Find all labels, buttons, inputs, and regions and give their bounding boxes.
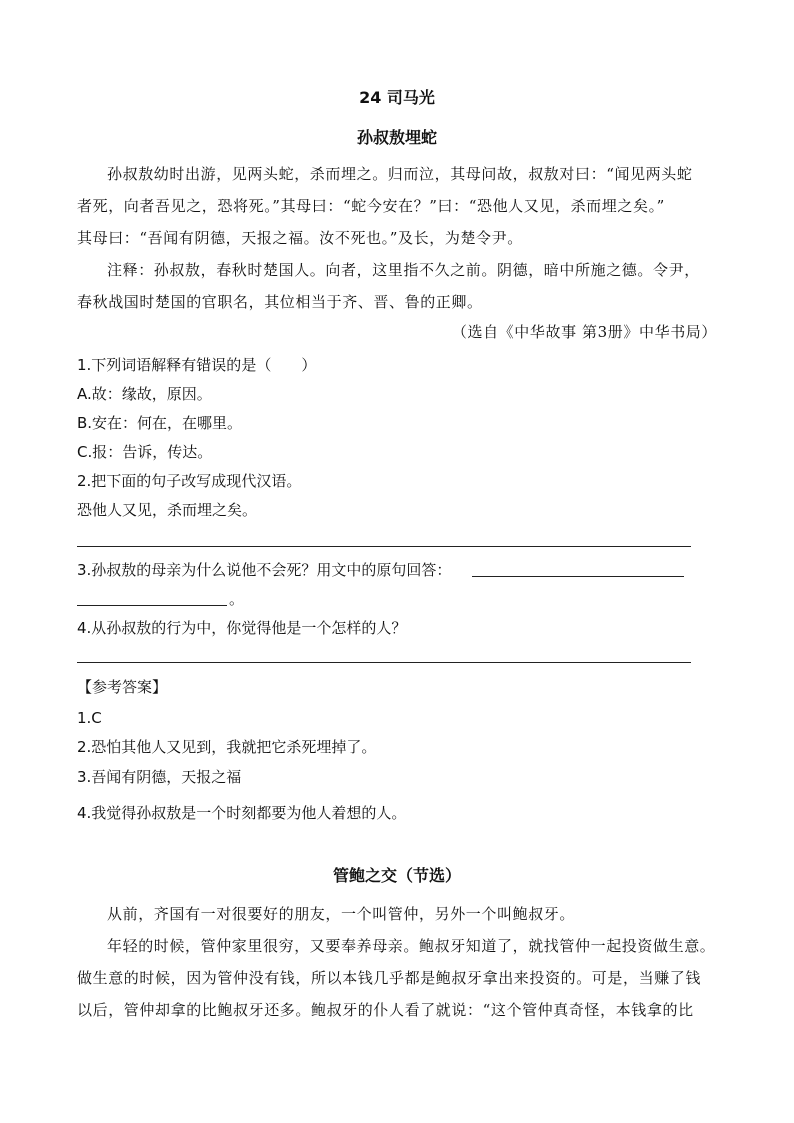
story1-notes-line-2: 春秋战国时楚国的官职名，其位相当于齐、晋、鲁的正卿。 bbox=[77, 293, 483, 311]
story1-line-3: 其母曰：“吾闻有阴德，天报之福。汝不死也。”及长，为楚令尹。 bbox=[77, 229, 523, 247]
lesson-title: 24 司马光 bbox=[359, 88, 435, 107]
question-3-end: 。 bbox=[229, 590, 245, 608]
question-1-option-c: C.报：告诉，传达。 bbox=[77, 443, 213, 461]
story2-line-4: 以后，管仲却拿的比鲍叔牙还多。鲍叔牙的仆人看了就说：“这个管仲真奇怪，本钱拿的比 bbox=[77, 1001, 694, 1019]
story2-line-3: 做生意的时候，因为管仲没有钱，所以本钱几乎都是鲍叔牙拿出来投资的。可是，当赚了钱 bbox=[77, 969, 702, 987]
question-1-option-b: B.安在：何在，在哪里。 bbox=[77, 414, 243, 432]
story2-line-1: 从前，齐国有一对很要好的朋友，一个叫管仲，另外一个叫鲍叔牙。 bbox=[107, 905, 576, 923]
answer-3: 3.吾闻有阴德，天报之福 bbox=[77, 768, 242, 786]
answer-line-q4[interactable] bbox=[77, 662, 691, 663]
question-4: 4.从孙叔敖的行为中，你觉得他是一个怎样的人？ bbox=[77, 619, 407, 637]
story1-line-1: 孙叔敖幼时出游，见两头蛇，杀而埋之。归而泣，其母问故，叔敖对曰：“闻见两头蛇 bbox=[107, 165, 693, 183]
story1-title: 孙叔敖埋蛇 bbox=[356, 128, 437, 147]
story1-line-2: 者死，向者吾见之，恐将死。”其母曰：“蛇今安在？”曰：“恐他人又见，杀而埋之矣。” bbox=[77, 197, 665, 215]
answer-line-q3-a[interactable] bbox=[472, 576, 684, 577]
answer-2: 2.恐怕其他人又见到，我就把它杀死埋掉了。 bbox=[77, 738, 377, 756]
question-1-option-a: A.故：缘故，原因。 bbox=[77, 385, 212, 403]
answer-line-q3-b[interactable] bbox=[77, 605, 227, 606]
answer-4: 4.我觉得孙叔敖是一个时刻都要为他人着想的人。 bbox=[77, 804, 407, 822]
story2-title: 管鲍之交（节选） bbox=[332, 866, 461, 885]
question-2-sentence: 恐他人又见，杀而埋之矣。 bbox=[77, 501, 258, 519]
answers-heading: 【参考答案】 bbox=[77, 678, 168, 696]
question-3: 3.孙叔敖的母亲为什么说他不会死？用文中的原句回答： bbox=[77, 561, 452, 579]
answer-1: 1.C bbox=[77, 709, 102, 727]
story1-source: （选自《中华故事 第3册》中华书局） bbox=[451, 323, 717, 341]
question-1: 1.下列词语解释有错误的是（ ） bbox=[77, 356, 317, 374]
question-2: 2.把下面的句子改写成现代汉语。 bbox=[77, 472, 302, 490]
story1-notes-line-1: 注释：孙叔敖，春秋时楚国人。向者，这里指不久之前。阴德，暗中所施之德。令尹， bbox=[107, 261, 700, 279]
answer-line-q2[interactable] bbox=[77, 546, 691, 547]
story2-line-2: 年轻的时候，管仲家里很穷，又要奉养母亲。鲍叔牙知道了，就找管仲一起投资做生意。 bbox=[107, 937, 716, 955]
